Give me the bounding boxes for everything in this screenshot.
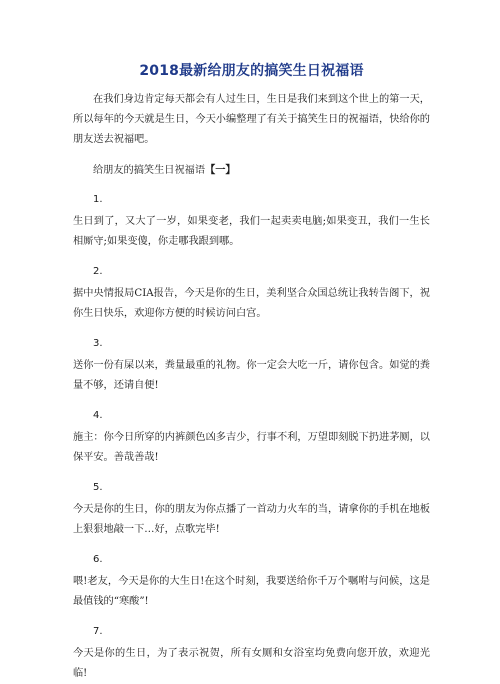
- item-number: 3.: [93, 338, 103, 349]
- intro-paragraph: 在我们身边肯定每天都会有人过生日，生日是我们来到这个世上的第一天，所以每年的今天就是生日，今天小编整理了有关于搞笑生日的祝福语，快给你的朋友送去祝福吧。: [73, 94, 430, 145]
- item-text: 据中央情报局CIA报告，今天是你的生日，美利坚合众国总统让我转告阁下，祝你生日快乐，欢迎你方便的时候访问白宫。: [73, 288, 430, 319]
- list-item: [73, 334, 430, 396]
- section-heading: [93, 162, 430, 180]
- item-text: 今天是你的生日，为了表示祝贺，所有女厕和女浴室均免费向您开放，欢迎光临!: [73, 648, 430, 679]
- section-heading-bracket: 【一】: [205, 165, 236, 176]
- item-number: 2.: [93, 266, 103, 277]
- list-item: [73, 478, 430, 540]
- document-title: 2018最新给朋友的搞笑生日祝福语: [139, 63, 364, 79]
- section-heading-label: 给朋友的搞笑生日祝福语: [93, 165, 206, 176]
- item-number: 7.: [93, 626, 103, 637]
- item-text: 施主：你今日所穿的内裤颜色凶多吉少，行事不利，万望即刻脱下扔进茅厕，以保平安。善哉善哉!: [73, 432, 430, 463]
- item-text: 喂!老友，今天是你的大生日!在这个时刻，我要送给你千万个嘱咐与问候，这是最值钱的“寒酸”!: [73, 576, 430, 607]
- list-item: [73, 406, 430, 468]
- list-item: [73, 622, 430, 684]
- item-text: 今天是你的生日，你的朋友为你点播了一首动力火车的当，请拿你的手机在地板上狠狠地敲一下…好，点歌完毕!: [73, 504, 430, 535]
- item-number: 1.: [93, 194, 103, 205]
- item-number: 6.: [93, 554, 103, 565]
- list-item: [73, 262, 430, 324]
- item-text: 送你一份有屎以来，粪量最重的礼物。你一定会大吃一斤，请你包含。如觉的粪量不够，还请自便!: [73, 360, 430, 391]
- item-number: 4.: [93, 410, 103, 421]
- list-item: [73, 550, 430, 612]
- item-text: 生日到了，又大了一岁，如果变老，我们一起卖卖电脑;如果变丑，我们一生长相厮守;如果变傻，你走哪我跟到哪。: [73, 216, 430, 247]
- list-item: [73, 190, 430, 252]
- item-number: 5.: [93, 482, 103, 493]
